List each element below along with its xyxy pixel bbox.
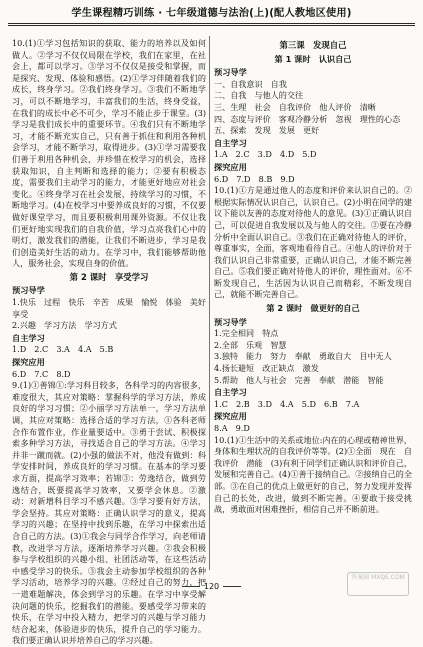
watermark-stamp: 答案圈 MXQE.COM — [347, 572, 409, 596]
answer-self-study: 1.D 2.C 3.A 4.A 5.B — [12, 344, 114, 355]
heading-preview-right-2: 预习导学 — [214, 316, 247, 327]
section-title-better-self: 第 2 课时 做更好的自己 — [266, 303, 360, 314]
right-column — [214, 38, 412, 516]
answer-preview-2: 2.兴趣 学习方法 学习方式 — [12, 320, 117, 331]
answer-s3: 3.独特 能力 努力 奉献 勇敢自大 目中无人 — [214, 351, 392, 362]
answer-s1: 1.完全相同 特点 — [214, 328, 279, 339]
answer-s6: 1.C 2.B 3.D 4.A 5.D 6.B 7.A — [214, 398, 360, 409]
answer-s8: 10.(1)①生活中的关系或地位:内在的心理或精神世界，身体和生理状况的自我评价等等。(2)①全面 现在 自我评价 潜能 (3)有利于同学们正确认识和评价自己，发展和完善自己。(4)①善于接纳自己。②接纳自己的全部。③在自己的优点上做更好的自己，努力发现并发挥自己的长处，改进，做到不断完善。④要敢于接受挑战，勇敢面对困难挫折，相信自己并不断前进。 — [214, 434, 412, 515]
section-title-know-yourself: 第 1 课时 认识自己 — [274, 53, 352, 64]
page-number: 120 — [0, 582, 423, 591]
section-title-enjoy-learning: 第 2 课时 享受学习 — [69, 271, 149, 282]
page-header: 学生课程精巧训练 · 七年级道德与法治(上)(配人教地区使用) — [71, 7, 352, 19]
heading-explore-right: 探究应用 — [214, 161, 247, 172]
answer-r8: 10.(1)①方是通过他人的态度和评价来认识自己的。②根据实际情况认识自己，认识自己。(2)小明在同学的建议下能以友善的态度对待他人的意见。(3)①正确认识自己，可以促进自我发展以及与他人的交往。②要在冷静分析中全面认识自己。③我们在正确对待他人的评价，尊重事实，全面，客观地看待自己。④他人的评价对于我们认识自己非常重要，正确认识自己，才能不断完善自己。⑤我们要正确对待他人的评价，理性面对。⑥不断发现自己，生活因为认识自己而精彩，不断发现自己，就能不断完善自己。 — [214, 185, 412, 300]
answer-r4: 四、态度与评价 客观冷静分析 忽视 理性的心态 — [214, 113, 401, 124]
answer-r7: 6.D 7.D 8.B 9.D — [214, 173, 295, 184]
lesson-title: 第三课 发现自己 — [279, 40, 347, 50]
heading-preview-right: 预习导学 — [214, 67, 247, 78]
heading-explore: 探究应用 — [12, 357, 45, 368]
answer-s7: 8.A 9.D — [214, 423, 250, 433]
answer-q9: 9.(1)①善锦①:学习科目较多，各科学习的内容很多，难度很大，其应对策略：掌握科学的学习方法，养成良好的学习习惯；②小丽学习方法单一，学习方法单调，其应对策略：选择合适的学习方法，①各科老师合作布置作业，作业量要适中。③勇于尝试、积极探索多种学习方法，寻找适合自己的学习方法。④学习并非一蹴而就。(2)小强的做法不对，他没有做到：科学安排时间，养成良好的学习习惯。在基本的学习要求方面，提高学习效率；若锦③：劳逸结合，做到劳逸结合，既要提高学习效率，又要学会休息。②激动：对新增科目学习不感兴趣。③学习要有好方法，学会坚持。其应对策略：正确认识学习的意义，提高学习的兴趣；在坚持中找到乐趣，在学习中探索出适合自己的方法。(3)①我会与同学合作学习，向老师请教，改进学习方法，逐渐培养学习兴趣。②我会积极参与学校组织的兴趣小组、社团活动等，在这些活动中感受学习的快乐。③我会主动参加学校组织的各种学习活动，培养学习的兴趣。②经过自己的努力，把一道难题解决，体会到学习的乐趣。在学习中享受解决问题的快乐，挖掘我们的潜能。要感受学习带来的快乐，在学习中投入精力，把学习的兴趣与学习能力结合起来，体验进步的快乐，提升自己的学习能力。我们要正确认识并培养自己的学习兴趣。 — [12, 380, 206, 646]
answer-r6: 1.A 2.C 3.D 4.D 5.D — [214, 149, 317, 160]
answer-explore: 6.D 7.C 8.D — [12, 368, 71, 379]
heading-self-study: 自主学习 — [12, 332, 45, 343]
heading-self-study-right: 自主学习 — [214, 137, 247, 148]
heading-explore-right-2: 探究应用 — [214, 411, 247, 422]
answer-preview-1: 1.快乐 过程 快乐 辛苦 成果 愉悦 体验 美好享受 — [12, 297, 206, 319]
answer-r1: 一、自我意识 自我 — [214, 78, 287, 89]
answer-r2: 二、自我 与他人的交往 — [214, 90, 304, 101]
answer-s5: 5.帮助 他人与社会 完善 奉献 潜能 智能 — [214, 374, 384, 385]
column-divider — [209, 36, 210, 570]
heading-self-study-right-2: 自主学习 — [214, 387, 247, 398]
answer-s2: 2.全部 乐观 智慧 — [214, 339, 287, 350]
header-rule — [8, 23, 415, 24]
header-rule-thin — [8, 25, 415, 26]
answer-r3: 三、生理 社会 自我评价 他人评价 清晰 — [214, 101, 376, 112]
heading-preview: 预习导学 — [12, 285, 45, 296]
answer-q10: 10.(1)①学习包括知识的获取、能力的培养以及如何做人。②学习不仅仅局限在学校，我们在家里，在社会上，都可以学习。③学习不仅仅是接受和掌握，而是探究、发现、体验和感悟。(2)①学习伴随着我们的成长，终身学习。②我们终身学习。③我们不断地学习，可以不断地学习，丰富我们的生活，终身受益，在我们的成长中必不可少，学习不能止步于课堂。(3)学习是我们成长中的重要环节。④我们只有不断地学习，才能不断充实自己，只有善于抓住和利用各种机会学习，才能不断学习，取得进步。(3)①学习需要我们善于利用各种机会，并珍惜在校学习的机会，选择获取知识，自主判断和选择的能力；②要有积极态度，需要我们主动学习的能力，才能更好地应对社会变化。④终身学习在社会发展，持续学习的习惯，不断地学习。(4)在校学习中要养成良好的习惯，不仅要做好课堂学习，而且要积极利用课外资源。不仅让我们更好地实现我们的自我价值，学习点亮我们心中的明灯，激发我们的潜能，让我们不断进步，学习是我们创造美好生活的动力。在学习中，我们能够帮助他人，服务社会，实现自身的价值。 — [12, 38, 206, 269]
answer-r5: 五、探索 发现 发展 更好 — [214, 125, 320, 136]
answer-s4: 4.扬长避短 改正缺点 激发 — [214, 363, 319, 374]
left-column — [12, 38, 206, 647]
